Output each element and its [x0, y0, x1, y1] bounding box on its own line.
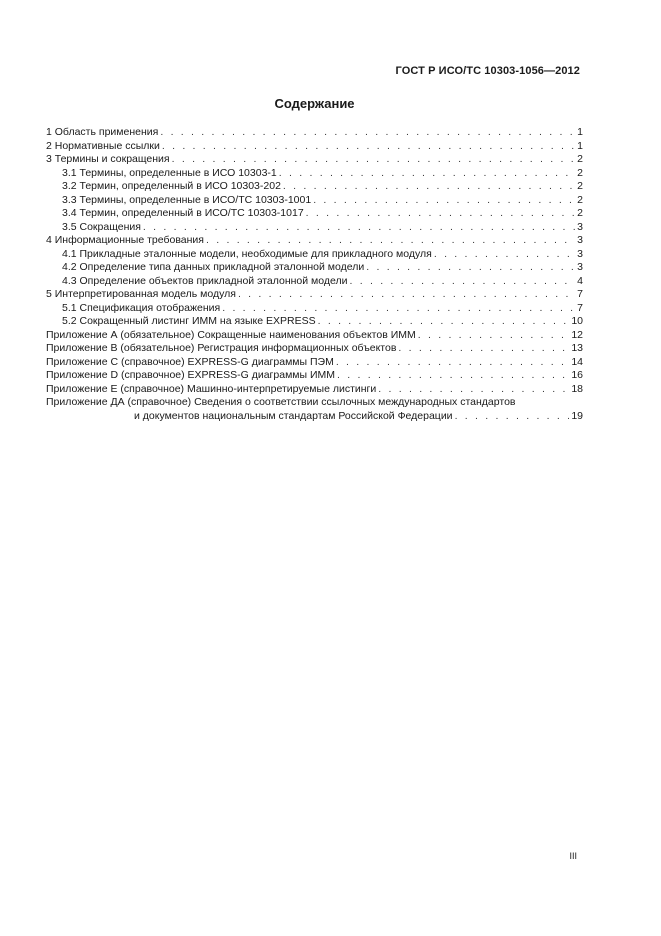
- toc-entry-annex-e[interactable]: [46, 383, 583, 397]
- toc-entry-4-1[interactable]: [46, 248, 583, 262]
- toc-entry-text: 5.2 Сокращенный листинг ИММ на языке EXPRESS: [62, 315, 316, 327]
- toc-entry-4[interactable]: [46, 234, 583, 248]
- toc-entry-page: 2: [577, 153, 583, 165]
- toc-entry-text: 4.1 Прикладные эталонные модели, необходимые для прикладного модуля: [62, 247, 432, 260]
- toc-leader-dots: [434, 248, 575, 262]
- toc-entry-text: Приложение D (справочное) EXPRESS-G диаграммы ИММ: [46, 369, 336, 381]
- toc-entry-page: 13: [571, 342, 583, 354]
- toc-entry-text: Приложение ДА (справочное) Сведения о соответствии ссылочных международных стандартов: [46, 396, 516, 408]
- toc-leader-dots: [279, 167, 575, 181]
- toc-entry-text: Приложение С (справочное) EXPRESS-G диаграммы ПЭМ: [46, 355, 334, 368]
- toc-entry-page: 12: [571, 328, 583, 341]
- toc-entry-text: 2 Нормативные ссылки: [46, 139, 160, 152]
- toc-entry-annex-b[interactable]: [46, 342, 583, 356]
- toc-entry-text: 3.3 Термины, определенные в ИСО/ТС 10303-1001: [62, 193, 312, 206]
- toc-leader-dots: [306, 207, 575, 221]
- toc-entry-page: 3: [577, 220, 583, 233]
- toc-leader-dots: [172, 153, 576, 167]
- page-number: III: [569, 851, 577, 861]
- toc-entry-text: 3.2 Термин, определенный в ИСО 10303-202: [62, 180, 281, 192]
- toc-title: Содержание: [274, 96, 355, 111]
- toc-leader-dots: [313, 194, 575, 208]
- toc-leader-dots: [206, 234, 575, 248]
- toc-leader-dots: [283, 180, 575, 194]
- toc-entry-text: 4 Информационные требования: [46, 234, 204, 246]
- toc-entry-text: 3.4 Термин, определенный в ИСО/ТС 10303-1017: [62, 207, 304, 219]
- toc-leader-dots: [455, 410, 570, 424]
- toc-entry-page: 3: [577, 261, 583, 273]
- toc-leader-dots: [238, 288, 575, 302]
- toc-leader-dots: [336, 356, 570, 370]
- toc-entry-page: 2: [577, 180, 583, 192]
- toc-entry-text: 3.1 Термины, определенные в ИСО 10303-1: [62, 166, 277, 179]
- toc-entry-text: 5 Интерпретированная модель модуля: [46, 288, 236, 300]
- toc-entry-text: 3.5 Сокращения: [62, 220, 141, 233]
- toc-leader-dots: [418, 329, 570, 343]
- toc-entry-5[interactable]: [46, 288, 583, 302]
- toc-leader-dots: [378, 383, 569, 397]
- toc-entry-page: 3: [577, 234, 583, 246]
- toc-entry-4-2[interactable]: [46, 261, 583, 275]
- toc-entry-text: 3 Термины и сокращения: [46, 153, 170, 165]
- toc-entry-page: 7: [577, 288, 583, 300]
- toc-leader-dots: [222, 302, 575, 316]
- toc-entry-3-2[interactable]: [46, 180, 583, 194]
- toc-entry-text: 4.2 Определение типа данных прикладной эталонной модели: [62, 261, 365, 273]
- toc-entry-3-4[interactable]: [46, 207, 583, 221]
- toc-entry-text: 4.3 Определение объектов прикладной эталонной модели: [62, 274, 348, 287]
- toc-leader-dots: [143, 221, 575, 235]
- toc-entry-3-5[interactable]: [46, 221, 583, 235]
- toc-entry-3[interactable]: [46, 153, 583, 167]
- toc-entry-page: 16: [571, 369, 583, 381]
- toc-entry-text: Приложение А (обязательное) Сокращенные наименования объектов ИММ: [46, 328, 416, 341]
- toc-entry-page: 10: [571, 315, 583, 327]
- toc-entry-page: 7: [577, 301, 583, 314]
- toc-entry-page: 2: [577, 207, 583, 219]
- toc-entry-page: 3: [577, 247, 583, 260]
- toc-entry-page: 2: [577, 166, 583, 179]
- toc-entry-annex-c[interactable]: [46, 356, 583, 370]
- toc-entry-text: Приложение В (обязательное) Регистрация информационных объектов: [46, 342, 397, 354]
- toc-leader-dots: [366, 261, 575, 275]
- toc-leader-dots: [398, 342, 569, 356]
- toc-entry-text: 1 Область применения: [46, 126, 159, 138]
- toc-entry-page: 4: [577, 274, 583, 287]
- toc-entry-text: Приложение Е (справочное) Машинно-интерпретируемые листинги: [46, 382, 377, 395]
- toc-leader-dots: [162, 140, 575, 154]
- toc-entry-5-1[interactable]: [46, 302, 583, 316]
- toc-entry-3-3[interactable]: [46, 194, 583, 208]
- toc-entry-text: и документов национальным стандартам Российской Федерации: [134, 409, 453, 422]
- toc-entry-text: 5.1 Спецификация отображения: [62, 301, 221, 314]
- document-code: ГОСТ Р ИСО/ТС 10303-1056—2012: [395, 65, 580, 77]
- toc-leader-dots: [318, 315, 570, 329]
- table-of-contents: [46, 126, 583, 423]
- toc-entry-page: 1: [577, 139, 583, 152]
- toc-entry-page: 19: [571, 409, 583, 422]
- toc-entry-annex-da-continued[interactable]: [46, 410, 583, 424]
- toc-entry-1[interactable]: [46, 126, 583, 140]
- toc-entry-page: 18: [571, 382, 583, 395]
- toc-entry-2[interactable]: [46, 140, 583, 154]
- toc-entry-page: 14: [571, 355, 583, 368]
- toc-leader-dots: [349, 275, 575, 289]
- toc-entry-5-2[interactable]: [46, 315, 583, 329]
- toc-entry-annex-da[interactable]: [46, 396, 583, 410]
- toc-entry-4-3[interactable]: [46, 275, 583, 289]
- toc-entry-3-1[interactable]: [46, 167, 583, 181]
- toc-leader-dots: [160, 126, 575, 140]
- toc-entry-annex-a[interactable]: [46, 329, 583, 343]
- toc-leader-dots: [337, 369, 569, 383]
- toc-entry-page: 2: [577, 193, 583, 206]
- toc-entry-annex-d[interactable]: [46, 369, 583, 383]
- toc-entry-page: 1: [577, 126, 583, 138]
